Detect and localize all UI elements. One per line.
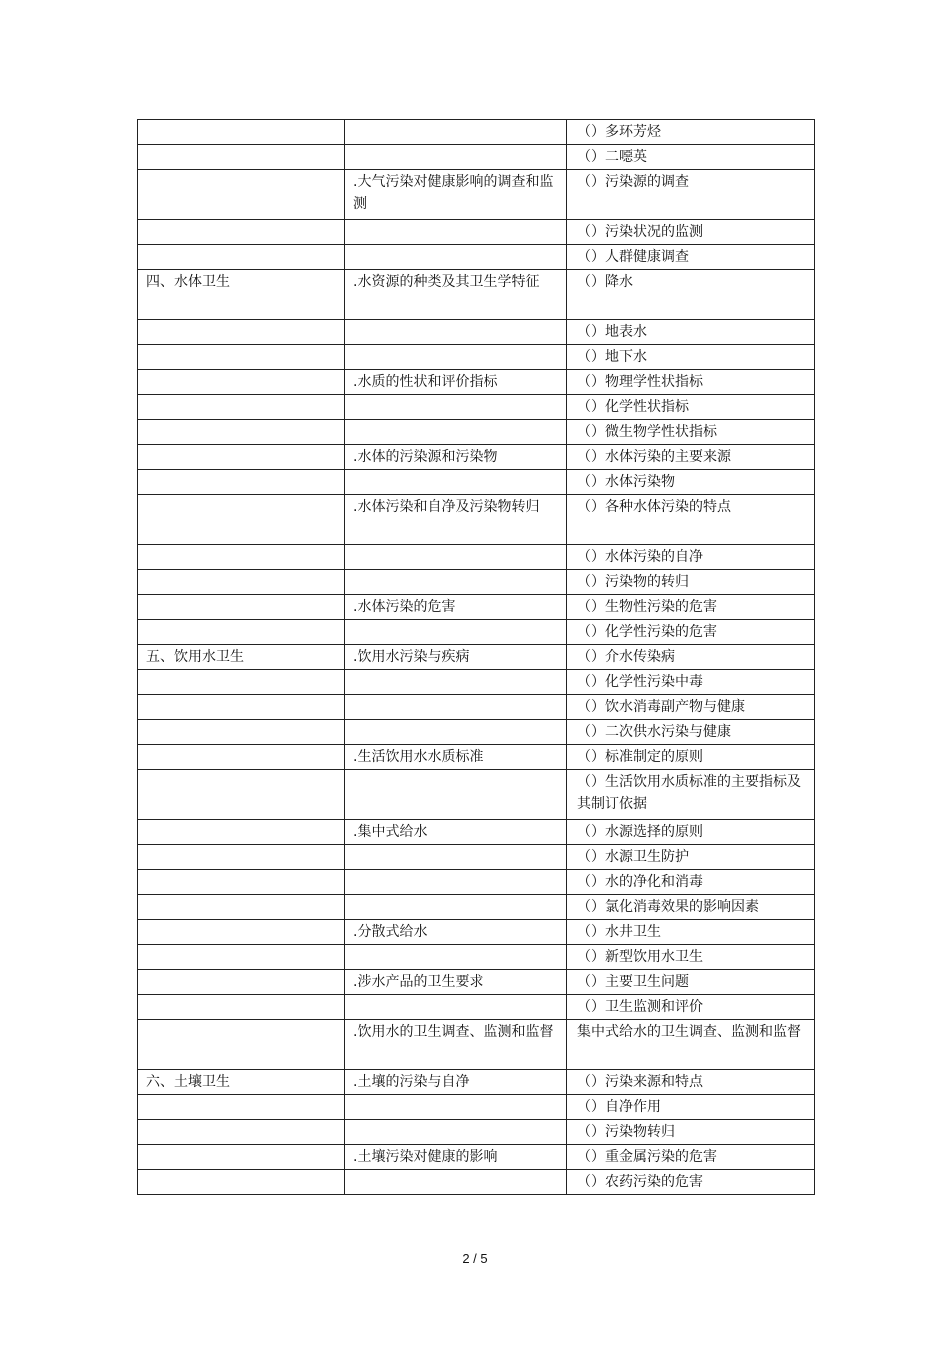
table-row bbox=[138, 920, 815, 945]
subtopic-cell: （）新型饮用水卫生 bbox=[567, 945, 815, 970]
topic-cell bbox=[345, 720, 567, 745]
chapter-cell bbox=[138, 620, 345, 645]
table-row bbox=[138, 770, 815, 820]
chapter-cell bbox=[138, 420, 345, 445]
topic-cell bbox=[345, 420, 567, 445]
table-row bbox=[138, 1145, 815, 1170]
subtopic-cell: （）物理学性状指标 bbox=[567, 370, 815, 395]
subtopic-cell: （）污染源的调查 bbox=[567, 170, 815, 220]
subtopic-cell: （）地表水 bbox=[567, 320, 815, 345]
table-row bbox=[138, 1120, 815, 1145]
subtopic-cell: （）各种水体污染的特点 bbox=[567, 495, 815, 545]
chapter-cell: 五、饮用水卫生 bbox=[138, 645, 345, 670]
chapter-cell bbox=[138, 770, 345, 820]
topic-cell: .水体污染的危害 bbox=[345, 595, 567, 620]
table-row bbox=[138, 845, 815, 870]
topic-cell bbox=[345, 995, 567, 1020]
subtopic-cell: （）化学性污染中毒 bbox=[567, 670, 815, 695]
chapter-cell bbox=[138, 470, 345, 495]
chapter-cell bbox=[138, 395, 345, 420]
topic-cell bbox=[345, 145, 567, 170]
table-row bbox=[138, 120, 815, 145]
topic-cell bbox=[345, 120, 567, 145]
chapter-cell bbox=[138, 445, 345, 470]
table-row bbox=[138, 620, 815, 645]
table-row bbox=[138, 945, 815, 970]
subtopic-cell: （）标准制定的原则 bbox=[567, 745, 815, 770]
table-row bbox=[138, 470, 815, 495]
chapter-cell bbox=[138, 370, 345, 395]
subtopic-cell: （）水的净化和消毒 bbox=[567, 870, 815, 895]
chapter-cell bbox=[138, 945, 345, 970]
chapter-cell bbox=[138, 545, 345, 570]
subtopic-cell: （）微生物学性状指标 bbox=[567, 420, 815, 445]
subtopic-cell: （）自净作用 bbox=[567, 1095, 815, 1120]
chapter-cell bbox=[138, 845, 345, 870]
subtopic-cell: （）水体污染的自净 bbox=[567, 545, 815, 570]
table-row bbox=[138, 870, 815, 895]
topic-cell bbox=[345, 570, 567, 595]
table-row bbox=[138, 895, 815, 920]
topic-cell bbox=[345, 320, 567, 345]
table-row bbox=[138, 170, 815, 220]
table-row bbox=[138, 595, 815, 620]
topic-cell bbox=[345, 470, 567, 495]
chapter-cell bbox=[138, 345, 345, 370]
table-row bbox=[138, 720, 815, 745]
subtopic-cell: （）水体污染的主要来源 bbox=[567, 445, 815, 470]
subtopic-cell: （）污染物的转归 bbox=[567, 570, 815, 595]
subtopic-cell: （）氯化消毒效果的影响因素 bbox=[567, 895, 815, 920]
subtopic-cell: （）水源选择的原则 bbox=[567, 820, 815, 845]
chapter-cell bbox=[138, 595, 345, 620]
topic-cell bbox=[345, 770, 567, 820]
table-row bbox=[138, 1170, 815, 1195]
subtopic-cell: 集中式给水的卫生调查、监测和监督 bbox=[567, 1020, 815, 1070]
topic-cell bbox=[345, 620, 567, 645]
table-row bbox=[138, 270, 815, 320]
subtopic-cell: （）降水 bbox=[567, 270, 815, 320]
topic-cell: .土壤的污染与自净 bbox=[345, 1070, 567, 1095]
topic-cell: .饮用水污染与疾病 bbox=[345, 645, 567, 670]
topic-cell bbox=[345, 345, 567, 370]
chapter-cell bbox=[138, 495, 345, 545]
subtopic-cell: （）污染物转归 bbox=[567, 1120, 815, 1145]
table-row bbox=[138, 670, 815, 695]
table-row bbox=[138, 345, 815, 370]
subtopic-cell: （）介水传染病 bbox=[567, 645, 815, 670]
table-row bbox=[138, 995, 815, 1020]
table-row bbox=[138, 545, 815, 570]
subtopic-cell: （）污染状况的监测 bbox=[567, 220, 815, 245]
chapter-cell bbox=[138, 895, 345, 920]
syllabus-table bbox=[137, 119, 815, 1195]
chapter-cell bbox=[138, 1145, 345, 1170]
topic-cell: .水质的性状和评价指标 bbox=[345, 370, 567, 395]
topic-cell: .水资源的种类及其卫生学特征 bbox=[345, 270, 567, 320]
subtopic-cell: （）生活饮用水质标准的主要指标及其制订依据 bbox=[567, 770, 815, 820]
chapter-cell bbox=[138, 145, 345, 170]
chapter-cell bbox=[138, 870, 345, 895]
subtopic-cell: （）主要卫生问题 bbox=[567, 970, 815, 995]
table-row bbox=[138, 145, 815, 170]
chapter-cell bbox=[138, 1120, 345, 1145]
chapter-cell bbox=[138, 695, 345, 720]
subtopic-cell: （）卫生监测和评价 bbox=[567, 995, 815, 1020]
topic-cell: .土壤污染对健康的影响 bbox=[345, 1145, 567, 1170]
topic-cell: .分散式给水 bbox=[345, 920, 567, 945]
chapter-cell bbox=[138, 1170, 345, 1195]
subtopic-cell: （）重金属污染的危害 bbox=[567, 1145, 815, 1170]
table-row bbox=[138, 645, 815, 670]
subtopic-cell: （）水井卫生 bbox=[567, 920, 815, 945]
chapter-cell bbox=[138, 1020, 345, 1070]
topic-cell: .饮用水的卫生调查、监测和监督 bbox=[345, 1020, 567, 1070]
table-row bbox=[138, 820, 815, 845]
topic-cell bbox=[345, 1170, 567, 1195]
topic-cell: .生活饮用水水质标准 bbox=[345, 745, 567, 770]
topic-cell bbox=[345, 1120, 567, 1145]
subtopic-cell: （）水体污染物 bbox=[567, 470, 815, 495]
topic-cell bbox=[345, 945, 567, 970]
chapter-cell bbox=[138, 320, 345, 345]
subtopic-cell: （）水源卫生防护 bbox=[567, 845, 815, 870]
chapter-cell bbox=[138, 820, 345, 845]
chapter-cell bbox=[138, 120, 345, 145]
chapter-cell: 六、土壤卫生 bbox=[138, 1070, 345, 1095]
subtopic-cell: （）农药污染的危害 bbox=[567, 1170, 815, 1195]
syllabus-table-body bbox=[138, 120, 815, 1195]
table-row bbox=[138, 245, 815, 270]
chapter-cell bbox=[138, 1095, 345, 1120]
topic-cell bbox=[345, 1095, 567, 1120]
table-row bbox=[138, 970, 815, 995]
table-row bbox=[138, 745, 815, 770]
topic-cell: .大气污染对健康影响的调查和监测 bbox=[345, 170, 567, 220]
chapter-cell bbox=[138, 170, 345, 220]
chapter-cell bbox=[138, 920, 345, 945]
chapter-cell bbox=[138, 970, 345, 995]
chapter-cell bbox=[138, 745, 345, 770]
table-row bbox=[138, 1095, 815, 1120]
chapter-cell: 四、水体卫生 bbox=[138, 270, 345, 320]
subtopic-cell: （）二噁英 bbox=[567, 145, 815, 170]
subtopic-cell: （）化学性状指标 bbox=[567, 395, 815, 420]
table-row bbox=[138, 395, 815, 420]
table-row bbox=[138, 1020, 815, 1070]
chapter-cell bbox=[138, 995, 345, 1020]
page-number: 2 / 5 bbox=[462, 1251, 488, 1266]
subtopic-cell: （）人群健康调查 bbox=[567, 245, 815, 270]
chapter-cell bbox=[138, 670, 345, 695]
table-row bbox=[138, 220, 815, 245]
table-row bbox=[138, 495, 815, 545]
subtopic-cell: （）二次供水污染与健康 bbox=[567, 720, 815, 745]
subtopic-cell: （）化学性污染的危害 bbox=[567, 620, 815, 645]
chapter-cell bbox=[138, 220, 345, 245]
table-row bbox=[138, 1070, 815, 1095]
topic-cell bbox=[345, 845, 567, 870]
topic-cell: .涉水产品的卫生要求 bbox=[345, 970, 567, 995]
topic-cell bbox=[345, 895, 567, 920]
topic-cell: .水体的污染源和污染物 bbox=[345, 445, 567, 470]
topic-cell bbox=[345, 870, 567, 895]
topic-cell bbox=[345, 220, 567, 245]
subtopic-cell: （）饮水消毒副产物与健康 bbox=[567, 695, 815, 720]
table-row bbox=[138, 570, 815, 595]
table-row bbox=[138, 370, 815, 395]
topic-cell bbox=[345, 670, 567, 695]
subtopic-cell: （）污染来源和特点 bbox=[567, 1070, 815, 1095]
subtopic-cell: （）多环芳烃 bbox=[567, 120, 815, 145]
table-row bbox=[138, 420, 815, 445]
topic-cell bbox=[345, 695, 567, 720]
chapter-cell bbox=[138, 720, 345, 745]
topic-cell: .集中式给水 bbox=[345, 820, 567, 845]
table-row bbox=[138, 695, 815, 720]
subtopic-cell: （）生物性污染的危害 bbox=[567, 595, 815, 620]
table-row bbox=[138, 320, 815, 345]
topic-cell bbox=[345, 245, 567, 270]
table-row bbox=[138, 445, 815, 470]
subtopic-cell: （）地下水 bbox=[567, 345, 815, 370]
chapter-cell bbox=[138, 245, 345, 270]
topic-cell: .水体污染和自净及污染物转归 bbox=[345, 495, 567, 545]
topic-cell bbox=[345, 395, 567, 420]
chapter-cell bbox=[138, 570, 345, 595]
topic-cell bbox=[345, 545, 567, 570]
